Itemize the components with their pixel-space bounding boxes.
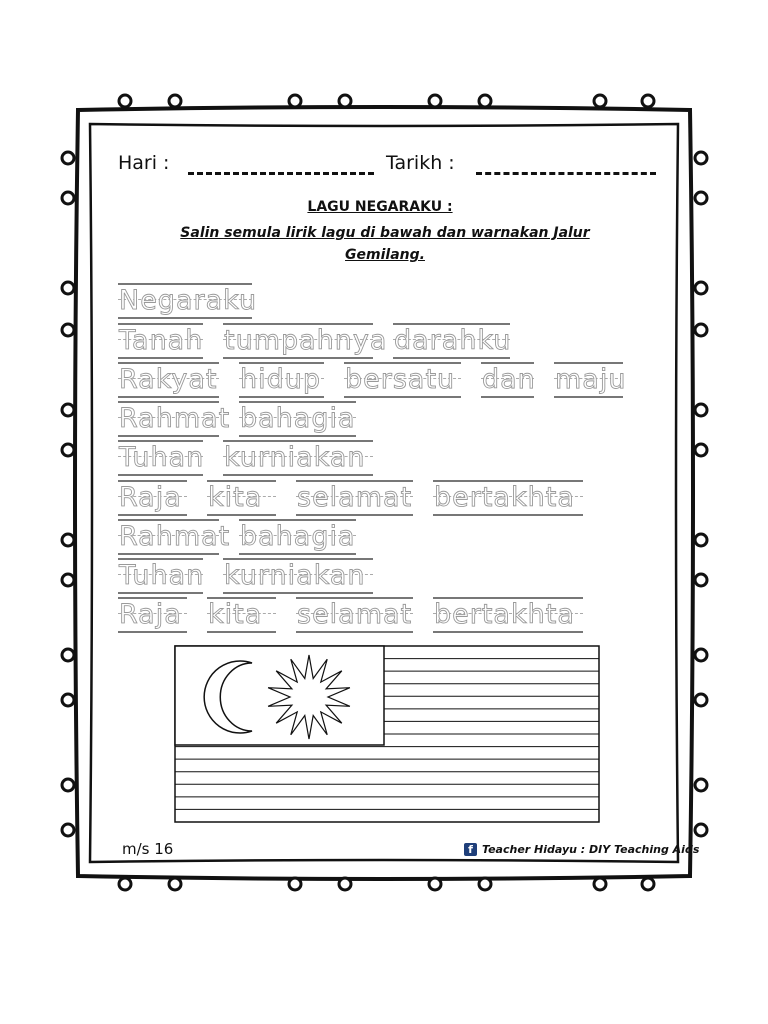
- border-loop: [695, 534, 707, 546]
- lyric-word-text: dan: [482, 364, 536, 395]
- lyric-word[interactable]: [118, 440, 203, 480]
- lyric-word[interactable]: [223, 440, 373, 480]
- lyric-word[interactable]: [239, 519, 356, 559]
- lyric-word-text: bahagia: [240, 521, 356, 552]
- border-loop: [594, 878, 606, 890]
- border-loop: [429, 95, 441, 107]
- lyric-word-text: darahku: [394, 325, 512, 356]
- lyric-word-text: Tanah: [119, 325, 204, 356]
- border-loop: [695, 574, 707, 586]
- lyric-word-text: bahagia: [240, 403, 356, 434]
- border-loop: [479, 878, 491, 890]
- footer-credit: [464, 843, 699, 856]
- border-loop: [62, 779, 74, 791]
- border-loop: [695, 152, 707, 164]
- lyric-word-text: tumpahnya: [224, 325, 388, 356]
- tarikh-label: Tarikh :: [386, 152, 455, 174]
- lyric-word[interactable]: [207, 597, 276, 637]
- lyric-word[interactable]: [118, 401, 231, 441]
- lyric-word-text: maju: [555, 364, 627, 395]
- lyric-word-text: bertakhta: [434, 599, 575, 630]
- border-loop: [695, 404, 707, 416]
- lyric-word-text: Rahmat: [119, 521, 231, 552]
- border-loop: [169, 878, 181, 890]
- lyric-word-text: Negaraku: [119, 285, 258, 316]
- border-loop: [642, 95, 654, 107]
- border-loop: [429, 878, 441, 890]
- border-loop: [169, 95, 181, 107]
- lyric-word[interactable]: [118, 519, 231, 559]
- border-loop: [695, 192, 707, 204]
- lyric-word-text: kurniakan: [224, 560, 366, 591]
- page-number: m/s 16: [122, 840, 174, 858]
- lyric-word[interactable]: [223, 323, 388, 363]
- lyric-word-text: kurniakan: [224, 442, 366, 473]
- lyric-word[interactable]: [433, 597, 583, 637]
- lyric-word-text: selamat: [297, 482, 413, 513]
- facebook-icon: f: [464, 843, 477, 856]
- lyric-word[interactable]: [207, 480, 276, 520]
- lyric-word[interactable]: [433, 480, 583, 520]
- lyric-word[interactable]: [481, 362, 534, 402]
- instruction-line-2: Gemilang.: [345, 247, 425, 263]
- lyric-word-text: selamat: [297, 599, 413, 630]
- border-loop: [695, 694, 707, 706]
- lyric-word-text: Raja: [119, 482, 182, 513]
- border-loop: [62, 152, 74, 164]
- lyric-word-text: Raja: [119, 599, 182, 630]
- border-loop: [289, 878, 301, 890]
- lyric-word-text: kita: [208, 599, 263, 630]
- hari-blank[interactable]: [188, 150, 374, 175]
- border-loop: [62, 534, 74, 546]
- lyric-word[interactable]: [296, 597, 413, 637]
- lyric-word[interactable]: [118, 283, 258, 323]
- hari-label: Hari :: [118, 152, 170, 174]
- lyric-word[interactable]: [118, 558, 203, 598]
- border-loop: [695, 824, 707, 836]
- lyric-word[interactable]: [118, 323, 203, 363]
- lyric-word[interactable]: [118, 597, 187, 637]
- border-loop: [62, 649, 74, 661]
- border-loop: [339, 95, 351, 107]
- lyric-word[interactable]: [239, 401, 356, 441]
- border-loop: [695, 282, 707, 294]
- lyric-word[interactable]: [118, 480, 187, 520]
- border-loop: [119, 95, 131, 107]
- lyric-word-text: Tuhan: [119, 560, 205, 591]
- lyric-word[interactable]: [239, 362, 324, 402]
- lyric-word-text: hidup: [240, 364, 322, 395]
- border-loop: [642, 878, 654, 890]
- border-loop: [339, 878, 351, 890]
- border-loop: [289, 95, 301, 107]
- lyric-word[interactable]: [344, 362, 461, 402]
- lyric-word[interactable]: [223, 558, 373, 598]
- border-loop: [62, 404, 74, 416]
- border-loop: [62, 574, 74, 586]
- border-loop: [479, 95, 491, 107]
- worksheet-title: LAGU NEGARAKU :: [307, 199, 453, 215]
- border-loop: [594, 95, 606, 107]
- lyric-word-text: Rakyat: [119, 364, 218, 395]
- credit-text: Teacher Hidayu : DIY Teaching Aids: [482, 843, 700, 856]
- lyric-word-text: bertakhta: [434, 482, 575, 513]
- lyric-word-text: Rahmat: [119, 403, 231, 434]
- lyric-word[interactable]: [296, 480, 413, 520]
- instruction-line-1: Salin semula lirik lagu di bawah dan warnakan Jalur: [180, 225, 590, 241]
- border-loop: [695, 779, 707, 791]
- flag-outline[interactable]: [174, 645, 600, 823]
- lyric-word-text: Tuhan: [119, 442, 205, 473]
- lyric-word-text: kita: [208, 482, 263, 513]
- border-loop: [119, 878, 131, 890]
- border-loop: [62, 282, 74, 294]
- border-loop: [62, 824, 74, 836]
- tarikh-blank[interactable]: [476, 150, 656, 175]
- border-loop: [62, 694, 74, 706]
- lyric-word-text: bersatu: [345, 364, 456, 395]
- border-loop: [62, 324, 74, 336]
- border-loop: [695, 324, 707, 336]
- lyric-word[interactable]: [554, 362, 627, 402]
- border-loop: [695, 649, 707, 661]
- lyric-word[interactable]: [393, 323, 510, 363]
- header-fields: [118, 150, 658, 180]
- border-loop: [62, 192, 74, 204]
- lyric-word[interactable]: [118, 362, 219, 402]
- border-loop: [62, 444, 74, 456]
- border-loop: [695, 444, 707, 456]
